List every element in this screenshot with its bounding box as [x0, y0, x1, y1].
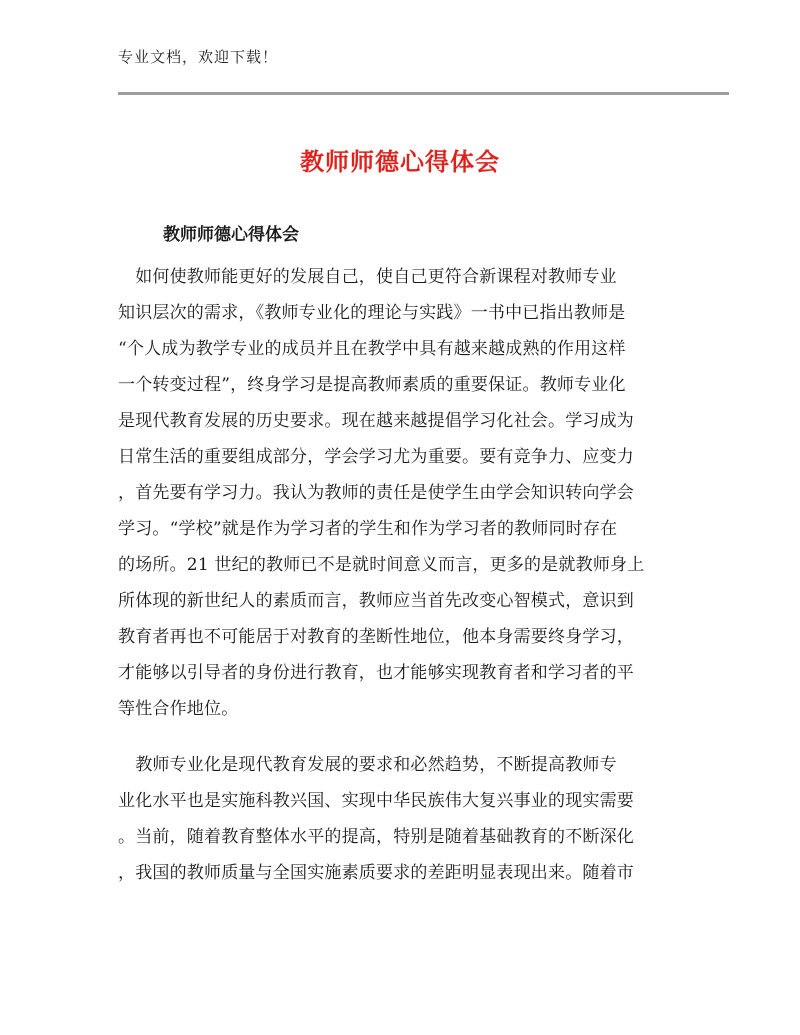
body-line: 所体现的新世纪人的素质而言，教师应当首先改变心智模式，意识到 — [118, 591, 634, 611]
body-line: ，我国的教师质量与全国实施素质要求的差距明显表现出来。随着市 — [118, 863, 634, 883]
document-title: 教师师德心得体会 — [300, 148, 500, 176]
body-line: 如何使教师能更好的发展自己，使自己更符合新课程对教师专业 — [118, 267, 617, 287]
body-line: 知识层次的需求，《教师专业化的理论与实践》一书中已指出教师是 — [118, 303, 626, 323]
body-line: 。当前，随着教育整体水平的提高，特别是随着基础教育的不断深化 — [118, 827, 634, 847]
body-line: 教师专业化是现代教育发展的要求和必然趋势，不断提高教师专 — [118, 755, 617, 775]
body-line: 业化水平也是实施科教兴国、实现中华民族伟大复兴事业的现实需要 — [118, 791, 634, 811]
body-line: 学习。“学校”就是作为学习者的学生和作为学习者的教师同时存在 — [118, 519, 618, 539]
header-divider — [118, 92, 729, 95]
body-line: 的场所。21 世纪的教师已不是就时间意义而言，更多的是就教师身上 — [118, 555, 645, 575]
body-line: 一个转变过程”，终身学习是提高教师素质的重要保证。教师专业化 — [118, 375, 626, 395]
body-line: 是现代教育发展的历史要求。现在越来越提倡学习化社会。学习成为 — [118, 411, 634, 431]
header-text: 专业文档，欢迎下载！ — [118, 48, 279, 66]
body-line: 教育者再也不可能居于对教育的垄断性地位，他本身需要终身学习， — [118, 627, 634, 647]
body-line: 等性合作地位。 — [118, 699, 239, 719]
body-line: “个人成为教学专业的成员并且在教学中具有越来越成熟的作用这样 — [118, 339, 626, 359]
body-line: 才能够以引导者的身份进行教育，也才能够实现教育者和学习者的平 — [118, 663, 634, 683]
body-line: 日常生活的重要组成部分，学会学习尤为重要。要有竞争力、应变力 — [118, 447, 634, 467]
body-line: ，首先要有学习力。我认为教师的责任是使学生由学会知识转向学会 — [118, 483, 634, 503]
section-heading: 教师师德心得体会 — [163, 225, 299, 245]
